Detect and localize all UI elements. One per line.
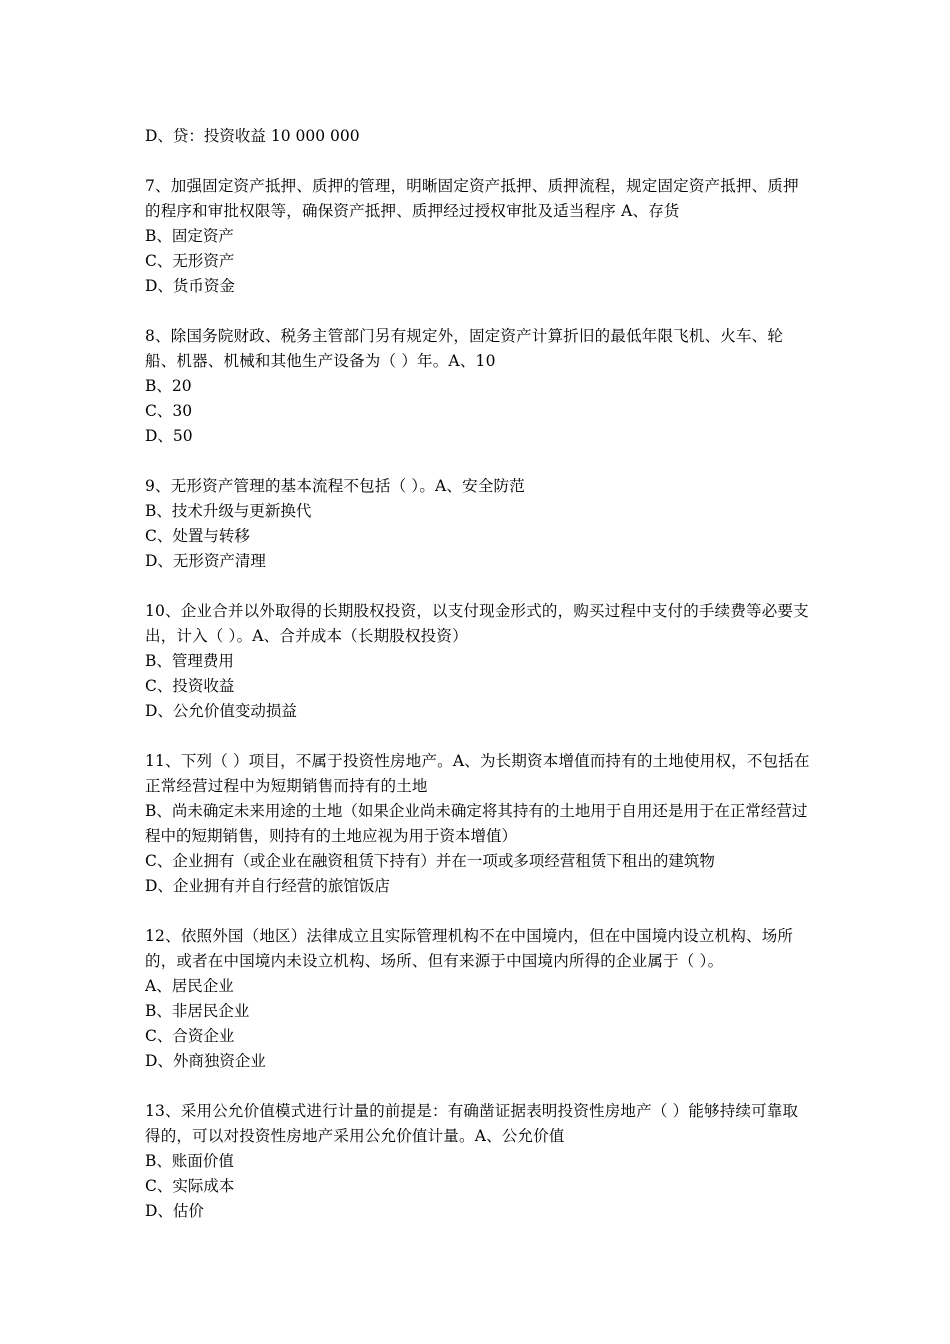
option-b: B、管理费用: [145, 652, 234, 670]
option-b: B、20: [145, 377, 192, 395]
option-d: D、公允价值变动损益: [145, 702, 297, 720]
option-c: C、30: [145, 402, 193, 420]
option-c: C、投资收益: [145, 677, 235, 695]
question-stem: 11、下列（ ）项目，不属于投资性房地产。A、为长期资本增值而持有的土地使用权，不包括在正常经营过程中为短期销售而持有的土地: [145, 752, 810, 795]
option-a: A、居民企业: [145, 977, 234, 995]
option-b: B、尚未确定未来用途的土地（如果企业尚未确定将其持有的土地用于自用还是用于在正常经营过程中的短期销售，则持有的土地应视为用于资本增值）: [145, 802, 808, 845]
option-c: C、合资企业: [145, 1027, 235, 1045]
question-12: [145, 924, 813, 1074]
question-9: [145, 474, 813, 574]
question-stem: 12、依照外国（地区）法律成立且实际管理机构不在中国境内，但在中国境内设立机构、场所的，或者在中国境内未设立机构、场所、但有来源于中国境内所得的企业属于（ ）。: [145, 927, 794, 970]
option-d: D、外商独资企业: [145, 1052, 266, 1070]
question-stem: 13、采用公允价值模式进行计量的前提是：有确凿证据表明投资性房地产（ ）能够持续可靠取得的，可以对投资性房地产采用公允价值计量。A、公允价值: [145, 1102, 799, 1145]
question-stem: 8、除国务院财政、税务主管部门另有规定外，固定资产计算折旧的最低年限飞机、火车、轮船、机器、机械和其他生产设备为（ ）年。A、10: [145, 327, 784, 370]
option-b: B、账面价值: [145, 1152, 234, 1170]
question-13: [145, 1099, 813, 1224]
option-b: B、固定资产: [145, 227, 234, 245]
option-d: D、估价: [145, 1202, 204, 1220]
option-c: C、无形资产: [145, 252, 235, 270]
option-b: B、技术升级与更新换代: [145, 502, 312, 520]
option-d: D、企业拥有并自行经营的旅馆饭店: [145, 877, 390, 895]
question-7: [145, 174, 813, 299]
question-stem: 10、企业合并以外取得的长期股权投资，以支付现金形式的，购买过程中支付的手续费等必要支出，计入（ ）。A、合并成本（长期股权投资）: [145, 602, 809, 645]
question-stem: 9、无形资产管理的基本流程不包括（ ）。A、安全防范: [145, 477, 525, 495]
option-d: D、货币资金: [145, 277, 235, 295]
question-11: [145, 749, 813, 899]
option-d: D、50: [145, 427, 193, 445]
top-line: D、贷：投资收益 10 000 000: [145, 127, 360, 145]
option-c: C、实际成本: [145, 1177, 235, 1195]
option-c: C、处置与转移: [145, 527, 250, 545]
document-page: [145, 124, 813, 1224]
question-8: [145, 324, 813, 449]
option-c: C、企业拥有（或企业在融资租赁下持有）并在一项或多项经营租赁下租出的建筑物: [145, 852, 715, 870]
option-b: B、非居民企业: [145, 1002, 250, 1020]
question-stem: 7、加强固定资产抵押、质押的管理，明晰固定资产抵押、质押流程，规定固定资产抵押、质押的程序和审批权限等，确保资产抵押、质押经过授权审批及适当程序 A、存货: [145, 177, 799, 220]
question-10: [145, 599, 813, 724]
option-d: D、无形资产清理: [145, 552, 266, 570]
